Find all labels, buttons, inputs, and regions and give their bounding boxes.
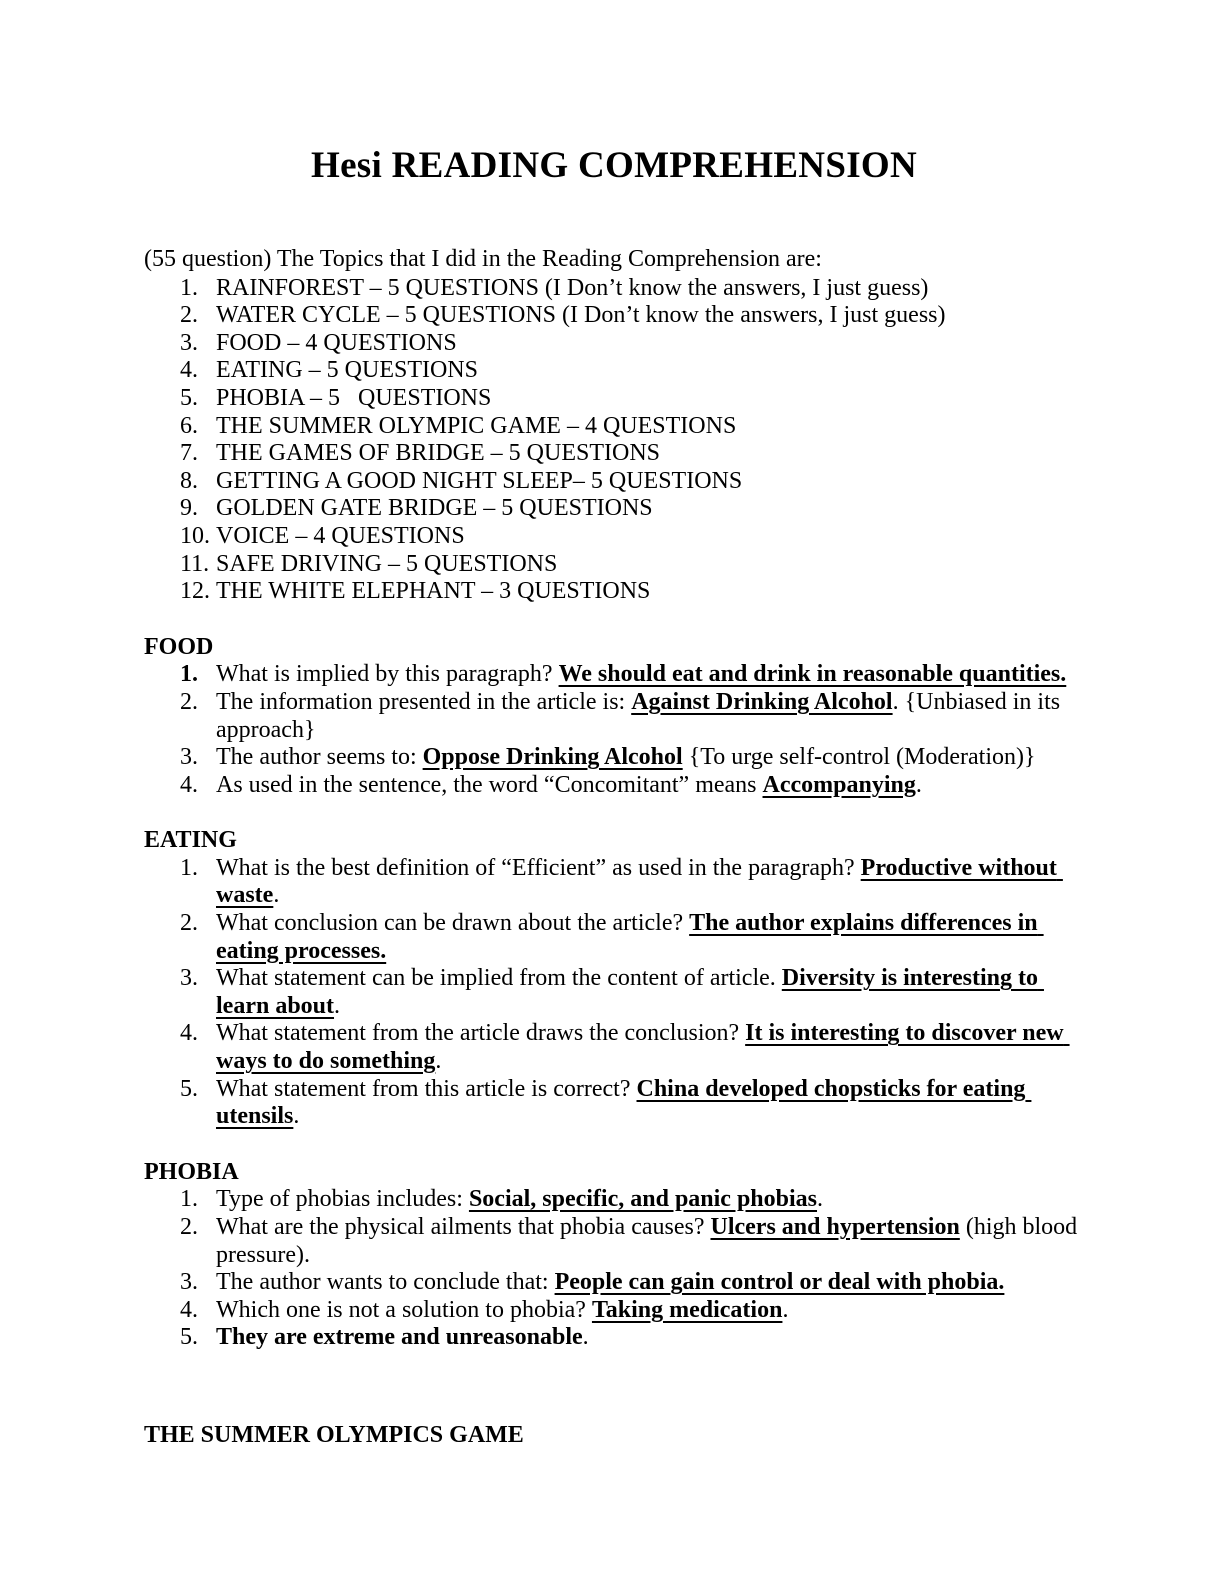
document-title: Hesi READING COMPREHENSION <box>311 145 917 186</box>
list-number: 1. <box>180 854 198 881</box>
list-number: 3. <box>180 965 198 992</box>
list-number: 2. <box>180 1214 198 1240</box>
list-number: 3. <box>180 1269 198 1296</box>
question-text: The author seems to: <box>216 744 423 771</box>
question-text: . <box>273 882 280 909</box>
answer-text: The author explains differences in eating processes. <box>216 910 1044 964</box>
topic-item <box>144 551 1084 579</box>
topic-text: THE WHITE ELEPHANT – 3 QUESTIONS <box>216 578 651 605</box>
list-number: 9. <box>180 495 198 522</box>
list-number: 1. <box>180 661 198 688</box>
topic-item <box>144 275 1084 303</box>
list-number: 4. <box>180 1020 198 1047</box>
qa-item <box>144 910 1084 965</box>
list-number: 11. <box>180 550 210 577</box>
topic-item <box>144 440 1084 468</box>
question-text: What conclusion can be drawn about the article? <box>216 910 690 937</box>
topic-item <box>144 357 1084 385</box>
question-text: The information presented in the article is: <box>216 688 632 715</box>
section-heading: PHOBIA <box>144 1158 239 1185</box>
qa-item <box>144 689 1084 744</box>
qa-section <box>144 634 1084 800</box>
topic-text: WATER CYCLE – 5 QUESTIONS (I Don’t know the answers, I just guess) <box>216 302 946 329</box>
question-text: . <box>293 1103 300 1130</box>
topics-list <box>144 275 1084 606</box>
qa-list <box>144 1186 1084 1352</box>
question-text: What statement can be implied from the content of article. <box>216 965 782 992</box>
topic-item <box>144 468 1084 496</box>
question-text: What are the physical ailments that phobia causes? <box>216 1214 711 1240</box>
answer-text: People can gain control or deal with phobia. <box>554 1269 1005 1296</box>
qa-item <box>144 1076 1084 1131</box>
section-heading: EATING <box>144 827 237 854</box>
list-number: 1. <box>180 274 198 301</box>
question-text: . <box>582 1324 589 1351</box>
qa-item <box>144 1269 1084 1297</box>
section-heading: FOOD <box>144 633 214 660</box>
qa-item <box>144 855 1084 910</box>
qa-list <box>144 661 1084 799</box>
answer-text: Social, specific, and panic phobias <box>468 1186 818 1213</box>
answer-text: China developed chopsticks for eating utensils <box>216 1075 1032 1130</box>
topic-text: RAINFOREST – 5 QUESTIONS (I Don’t know the answers, I just guess) <box>216 274 929 301</box>
question-text: . {Unbiased in its approach} <box>216 688 1067 743</box>
section-heading-summer-olympics: THE SUMMER OLYMPICS GAME <box>144 1421 524 1448</box>
question-text: What is implied by this paragraph? <box>216 661 559 688</box>
qa-item <box>144 1324 1084 1352</box>
topic-text: THE GAMES OF BRIDGE – 5 QUESTIONS <box>216 440 661 467</box>
topic-text: FOOD – 4 QUESTIONS <box>216 329 457 356</box>
qa-item <box>144 744 1084 772</box>
list-number: 8. <box>180 467 198 494</box>
question-text: . <box>334 992 341 1019</box>
list-number: 5. <box>180 1075 198 1102</box>
list-number: 10. <box>180 522 210 549</box>
question-text: Which one is not a solution to phobia? <box>216 1296 592 1323</box>
qa-item <box>144 1297 1084 1325</box>
list-number: 6. <box>180 412 198 439</box>
qa-item <box>144 1186 1084 1214</box>
answer-text: Diversity is interesting to learn about <box>216 965 1044 1019</box>
question-text: {To urge self-control (Moderation)} <box>682 744 1036 771</box>
topic-text: GOLDEN GATE BRIDGE – 5 QUESTIONS <box>216 495 653 522</box>
question-text: (high blood pressure). <box>216 1214 1084 1268</box>
topic-text: PHOBIA – 5 QUESTIONS <box>216 384 492 411</box>
intro-line: (55 question) The Topics that I did in the Reading Comprehension are: <box>144 246 822 272</box>
answer-text: Taking medication <box>591 1296 783 1323</box>
question-text: What statement from the article draws the conclusion? <box>216 1020 746 1047</box>
answer-text: Oppose Drinking Alcohol <box>422 744 683 771</box>
qa-section <box>144 827 1084 1131</box>
qa-sections <box>144 634 1084 1352</box>
question-text: . <box>915 771 922 798</box>
qa-item <box>144 661 1084 689</box>
list-number: 12. <box>180 578 210 605</box>
question-text: As used in the sentence, the word “Concomitant” means <box>216 771 763 798</box>
list-number: 1. <box>180 1186 198 1213</box>
list-number: 2. <box>180 910 198 937</box>
topic-item <box>144 302 1084 330</box>
list-number: 2. <box>180 302 198 329</box>
list-number: 4. <box>180 357 198 384</box>
topic-item <box>144 523 1084 551</box>
list-number: 2. <box>180 688 198 715</box>
qa-item <box>144 1020 1084 1075</box>
topic-text: GETTING A GOOD NIGHT SLEEP– 5 QUESTIONS <box>216 467 743 494</box>
question-text: . <box>817 1186 824 1213</box>
list-number: 3. <box>180 329 198 356</box>
topic-text: SAFE DRIVING – 5 QUESTIONS <box>216 550 558 577</box>
topic-text: THE SUMMER OLYMPIC GAME – 4 QUESTIONS <box>216 412 737 439</box>
topic-item <box>144 330 1084 358</box>
topic-item <box>144 385 1084 413</box>
answer-text: They are extreme and unreasonable <box>216 1324 583 1351</box>
question-text: . <box>782 1296 789 1323</box>
question-text: The author wants to conclude that: <box>216 1269 555 1296</box>
list-number: 7. <box>180 440 198 467</box>
list-number: 5. <box>180 1324 198 1351</box>
question-text: Type of phobias includes: <box>216 1186 469 1213</box>
topic-item <box>144 495 1084 523</box>
answer-text: Ulcers and hypertension <box>710 1214 960 1240</box>
qa-list <box>144 855 1084 1131</box>
question-text: . <box>435 1048 442 1075</box>
question-text: What is the best definition of “Efficient” as used in the paragraph? <box>216 854 861 881</box>
answer-text: It is interesting to discover new ways to do something <box>216 1020 1070 1075</box>
topic-item <box>144 578 1084 606</box>
list-number: 4. <box>180 1296 198 1323</box>
qa-section <box>144 1159 1084 1352</box>
qa-item <box>144 965 1084 1020</box>
topic-text: VOICE – 4 QUESTIONS <box>216 522 465 549</box>
answer-text: Against Drinking Alcohol <box>631 688 893 715</box>
question-text: What statement from this article is correct? <box>216 1075 637 1102</box>
list-number: 3. <box>180 744 198 771</box>
answer-text: We should eat and drink in reasonable quantities. <box>558 661 1067 688</box>
qa-item <box>144 772 1084 800</box>
qa-item <box>144 1214 1084 1269</box>
topic-text: EATING – 5 QUESTIONS <box>216 357 478 384</box>
answer-text: Productive without waste <box>216 854 1063 909</box>
answer-text: Accompanying <box>762 771 916 798</box>
topic-item <box>144 413 1084 441</box>
list-number: 5. <box>180 384 198 411</box>
list-number: 4. <box>180 771 198 798</box>
